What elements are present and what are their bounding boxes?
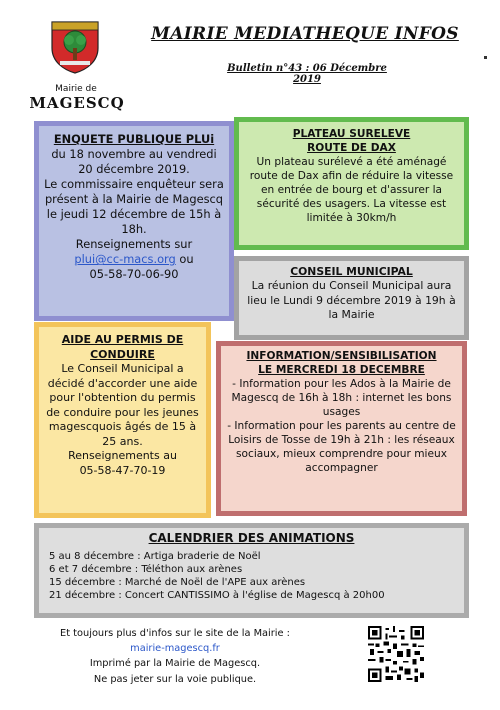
footer-printed-by: Imprimé par la Mairie de Magescq. xyxy=(89,658,261,670)
enquete-dates: du 18 novembre au vendredi 20 décembre 2019. xyxy=(51,147,217,177)
footer xyxy=(40,626,310,687)
calendar-box xyxy=(34,523,469,618)
permis-box xyxy=(34,322,211,518)
enquete-commissaire: Le commissaire enquêteur sera présent à la Mairie de Magescq le jeudi 12 décembre de 15h à 18h. xyxy=(44,177,224,237)
calendar-event: 21 décembre : Concert CANTISSIMO à l'église de Magescq à 20h00 xyxy=(49,590,385,602)
enquete-title: ENQUETE PUBLIQUE PLUi xyxy=(53,132,215,146)
plateau-title: PLATEAU SURELEVE xyxy=(292,128,411,140)
conseil-municipal-box xyxy=(234,256,469,340)
permis-phone: 05-58-47-70-19 xyxy=(79,463,166,477)
permis-title: AIDE AU PERMIS DE CONDUIRE xyxy=(61,333,184,361)
enquete-email-link[interactable]: plui@cc-macs.org xyxy=(74,252,176,267)
permis-body: Le Conseil Municipal a décidé d'accorder une aide pour l'obtention du permis de conduire pour les jeunes magescquois âgés de 15 à 25 ans. xyxy=(46,362,199,448)
footer-do-not-litter: Ne pas jeter sur la voie publique. xyxy=(93,673,257,685)
enquete-phone: 05-58-70-06-90 xyxy=(89,267,179,282)
enquete-contact xyxy=(43,252,225,267)
qr-code-icon[interactable] xyxy=(368,626,424,682)
calendar-event: 6 et 7 décembre : Téléthon aux arènes xyxy=(49,564,243,576)
conseil-title: CONSEIL MUNICIPAL xyxy=(290,265,413,278)
enquete-renseignements: Renseignements sur xyxy=(75,237,193,252)
enquete-publique-box xyxy=(34,121,234,321)
mairie-de-label: Mairie de xyxy=(55,84,97,94)
bulletin-number: Bulletin n°43 : 06 Décembre 2019 xyxy=(227,63,387,85)
permis-contact-label: Renseignements au xyxy=(68,449,177,463)
info-item-parents: - Information pour les parents au centre de Loisirs de Tosse de 19h à 21h : les réseaux sociaux, mieux comprendre pour mieux accompagner xyxy=(227,419,456,474)
calendar-event: 5 au 8 décembre : Artiga braderie de Noël xyxy=(49,550,261,562)
enquete-or: ou xyxy=(175,252,194,267)
plateau-subtitle: ROUTE DE DAX xyxy=(307,141,396,154)
info-date: LE MERCREDI 18 DECEMBRE xyxy=(258,363,425,376)
dot-mark xyxy=(484,56,487,59)
information-box xyxy=(216,341,467,516)
footer-site-link[interactable]: mairie-magescq.fr xyxy=(130,643,220,655)
info-item-ados: - Information pour les Ados à la Mairie de Magescq de 16h à 18h : internet les bons usages xyxy=(231,377,452,418)
page-title: MAIRIE MEDIATHEQUE INFOS xyxy=(151,24,459,44)
coat-of-arms-icon xyxy=(50,18,100,74)
town-name: MAGESCQ xyxy=(29,94,125,112)
plateau-body: Un plateau surélevé a été aménagé route de Dax afin de réduire la vitesse en entrée de bourg et d'assurer la sécurité des usagers. La vitesse est limitée à 30km/h xyxy=(249,155,454,224)
calendar-event: 15 décembre : Marché de Noël de l'APE aux arènes xyxy=(49,577,306,589)
footer-site-intro: Et toujours plus d'infos sur le site de la Mairie : xyxy=(60,628,290,639)
info-title: INFORMATION/SENSIBILISATION xyxy=(246,350,437,362)
plateau-sureleve-box xyxy=(234,117,469,250)
conseil-body: La réunion du Conseil Municipal aura lieu le Lundi 9 décembre 2019 à 19h à la Mairie xyxy=(247,279,456,321)
calendar-title: CALENDRIER DES ANIMATIONS xyxy=(148,531,355,545)
